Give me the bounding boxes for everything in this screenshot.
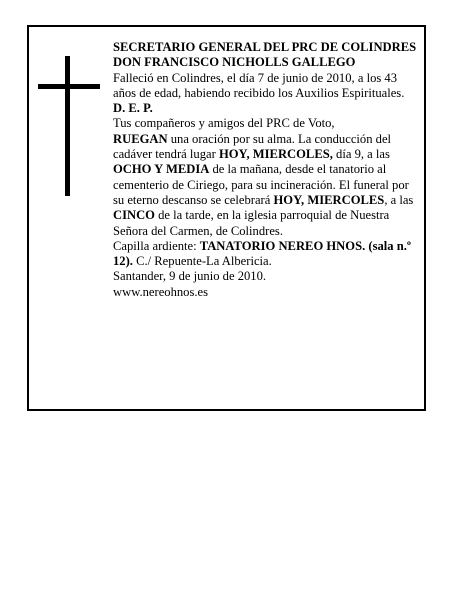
- hoy-miercoles-funeral-text: HOY, MIERCOLES: [273, 192, 385, 207]
- date-line: Santander, 9 de junio de 2010.: [113, 269, 267, 284]
- cross-horizontal-bar: [38, 84, 100, 89]
- chapel-label: Capilla ardiente:: [113, 238, 200, 253]
- morning-text: de la mañana, desde el tanatorio al cementerio de Ciriego, para su incineración. El funeral por su eterno descanso se celebrará: [113, 162, 409, 207]
- day-text: día 9, a las: [332, 147, 390, 162]
- ruegan-text: RUEGAN: [113, 131, 168, 146]
- funeral-details: [113, 132, 419, 239]
- death-details: Falleció en Colindres, el día 7 de junio de 2010, a los 43 años de edad, habiendo recibido los Auxilios Espirituales.: [113, 70, 405, 100]
- chapel-line: [113, 239, 419, 270]
- prayer-text: una oración por su alma. La conducción del cadáver tendrá lugar: [113, 131, 392, 162]
- obituary-heading: [113, 40, 419, 55]
- cross-icon: [38, 56, 100, 196]
- dep-text: D. E. P.: [113, 101, 153, 116]
- deceased-name: DON FRANCISCO NICHOLLS GALLEGO: [113, 55, 356, 70]
- time-text: , a las: [384, 192, 414, 207]
- ocho-y-media-text: OCHO Y MEDIA: [113, 162, 210, 177]
- hoy-miercoles-text: HOY, MIERCOLES,: [218, 147, 333, 162]
- dep-line: [113, 101, 419, 116]
- website-line: www.nereohnos.es: [113, 284, 209, 299]
- deceased-position: SECRETARIO GENERAL DEL PRC DE COLINDRES: [113, 40, 417, 54]
- deceased-name-line: [113, 55, 419, 70]
- chapel-name: TANATORIO NEREO HNOS. (sala n.º 12).: [113, 238, 412, 269]
- chapel-address: C./ Repuente-La Albericia.: [132, 254, 272, 269]
- cinco-text: CINCO: [113, 208, 155, 223]
- obituary-text: [113, 40, 419, 300]
- companions-line: Tus compañeros y amigos del PRC de Voto,: [113, 116, 335, 131]
- church-text: de la tarde, en la iglesia parroquial de Nuestra Señora del Carmen, de Colindres.: [113, 208, 390, 238]
- cross-vertical-bar: [65, 56, 70, 196]
